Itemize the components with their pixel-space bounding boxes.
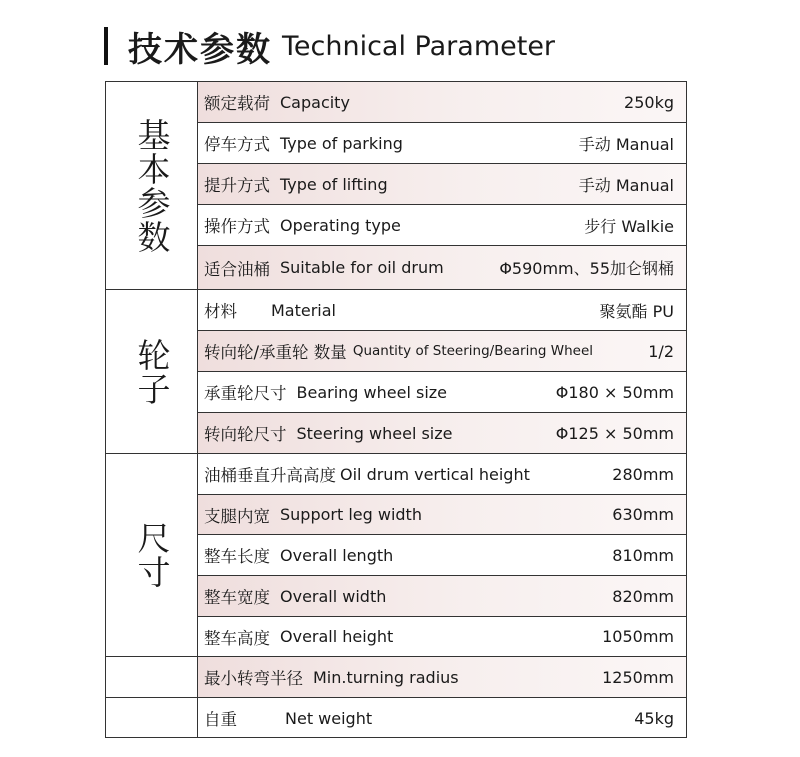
row-label-en: Material — [271, 300, 336, 320]
table-row — [198, 372, 686, 413]
row-label-cn: 停车方式 — [204, 135, 270, 154]
group-label: 基本参数 — [132, 117, 172, 254]
row-value: 手动 Manual — [578, 175, 674, 195]
row-label-cn: 自重 — [204, 710, 237, 729]
row-label-en: Type of parking — [280, 133, 403, 153]
page-title-cn: 技术参数 — [128, 29, 272, 70]
row-label-en: Overall height — [280, 627, 394, 646]
row-label-cn: 整车高度 — [204, 628, 270, 648]
row-label-en: Min.turning radius — [313, 667, 459, 687]
table-row — [198, 164, 686, 205]
table-row — [198, 454, 686, 495]
row-value: 45kg — [634, 708, 674, 728]
row-label-cn: 整车宽度 — [204, 588, 270, 607]
row-value: 1050mm — [602, 627, 674, 646]
row-label-cn: 最小转弯半径 — [204, 669, 303, 688]
row-label-cn: 转向轮/承重轮 数量 — [204, 343, 347, 362]
row-label-cn: 油桶垂直升高高度 — [204, 466, 336, 485]
row-label-en: Net weight — [285, 708, 373, 728]
table-row — [198, 331, 686, 372]
row-label-en: Overall width — [280, 586, 387, 606]
group-turning — [106, 657, 198, 698]
row-label-en: Bearing wheel size — [296, 382, 447, 402]
row-value: 810mm — [612, 545, 674, 565]
row-value: Φ125 × 50mm — [555, 423, 674, 443]
row-value: 280mm — [612, 464, 674, 484]
row-label-cn: 整车长度 — [204, 547, 270, 566]
row-label-cn: 承重轮尺寸 — [204, 384, 287, 403]
row-label-en: Support leg width — [280, 505, 422, 524]
row-label-en: Overall length — [280, 545, 394, 565]
row-value: 聚氨酯 PU — [599, 301, 674, 321]
row-label-en: Operating type — [280, 215, 401, 235]
table-row — [198, 535, 686, 576]
table-row — [198, 698, 686, 738]
table-row — [198, 82, 686, 123]
row-value: 820mm — [612, 586, 674, 606]
row-label-cn: 操作方式 — [204, 217, 270, 236]
group-basic-parameters — [106, 82, 198, 290]
row-label-en: Capacity — [280, 92, 350, 112]
page-title-en: Technical Parameter — [282, 30, 556, 62]
row-value: 1/2 — [648, 341, 674, 361]
row-value: 1250mm — [602, 667, 674, 687]
row-label-cn: 支腿内宽 — [204, 506, 270, 526]
row-value: Φ590mm、55加仑钢桶 — [499, 259, 674, 278]
spec-table — [105, 81, 687, 738]
table-row — [198, 617, 686, 657]
row-label-cn: 材料 — [204, 302, 237, 321]
row-label-cn: 适合油桶 — [204, 259, 270, 279]
table-row — [198, 576, 686, 617]
row-value: Φ180 × 50mm — [555, 382, 674, 402]
row-value: 手动 Manual — [578, 134, 674, 154]
title-accent-bar — [104, 27, 108, 65]
group-label: 轮子 — [132, 337, 172, 406]
table-row — [198, 413, 686, 454]
table-row — [198, 123, 686, 164]
row-label-en: Steering wheel size — [296, 423, 453, 443]
row-label-en: Suitable for oil drum — [280, 258, 444, 277]
table-row — [198, 657, 686, 698]
table-row — [198, 290, 686, 331]
group-label: 尺寸 — [132, 521, 172, 589]
row-label-cn: 转向轮尺寸 — [204, 425, 287, 444]
row-value: 630mm — [612, 505, 674, 524]
row-value: 250kg — [624, 92, 674, 112]
row-label-cn: 额定载荷 — [204, 94, 270, 113]
table-row — [198, 495, 686, 535]
row-label-en: Quantity of Steering/Bearing Wheel — [352, 343, 594, 359]
group-dimensions — [106, 454, 198, 657]
table-row — [198, 246, 686, 290]
row-value: 步行 Walkie — [584, 216, 674, 236]
group-wheels — [106, 290, 198, 454]
row-label-cn: 提升方式 — [204, 176, 270, 195]
group-weight — [106, 698, 198, 738]
row-label-en: Oil drum vertical height — [340, 464, 530, 484]
page-header — [104, 24, 555, 68]
table-row — [198, 205, 686, 246]
row-label-en: Type of lifting — [280, 174, 388, 194]
